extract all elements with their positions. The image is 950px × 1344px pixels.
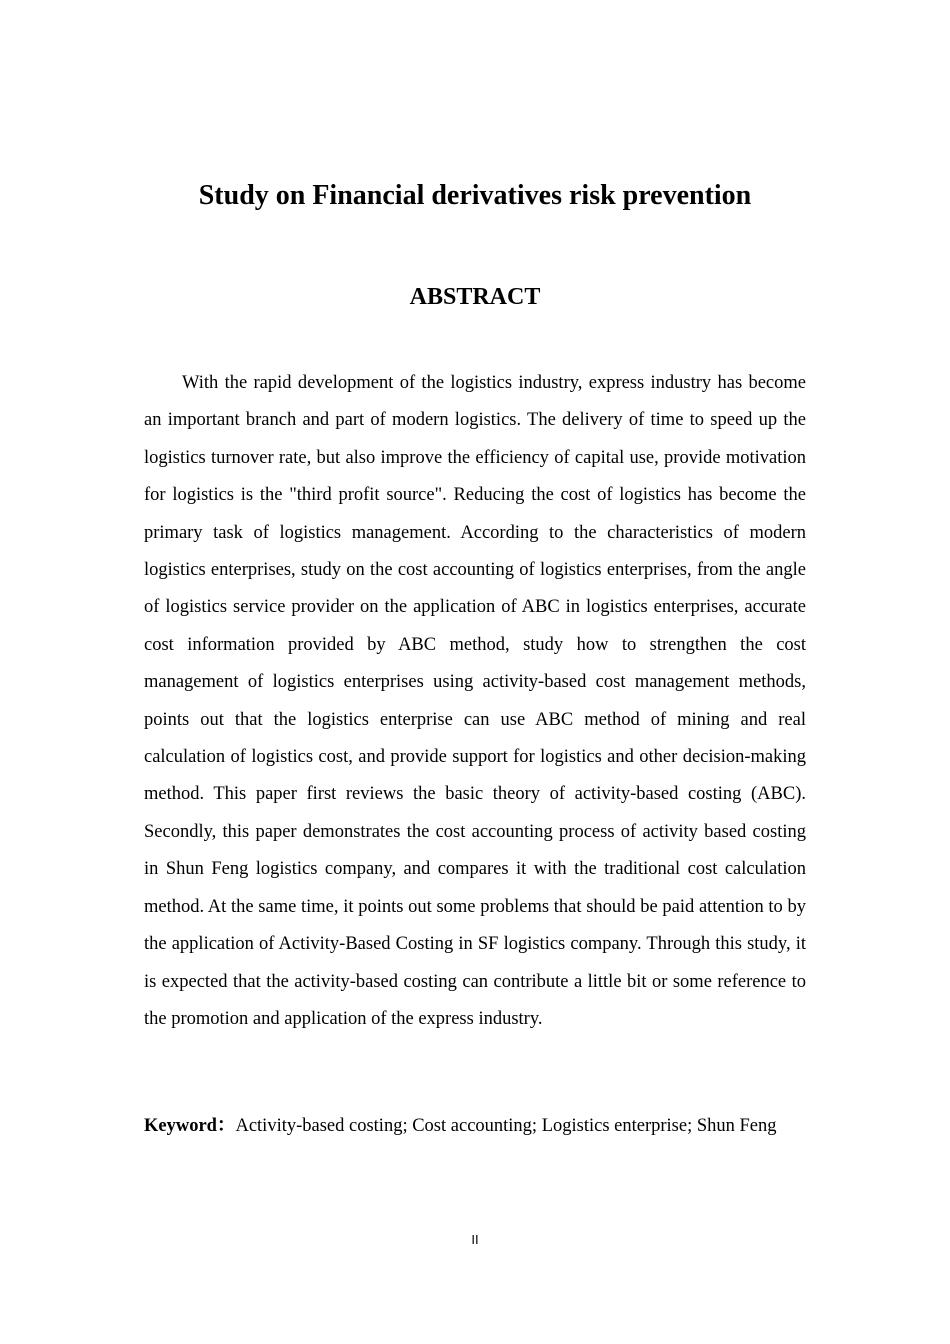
page-number: II [471, 1232, 479, 1247]
paper-title: Study on Financial derivatives risk prevention [198, 180, 752, 211]
abstract-heading: ABSTRACT [409, 284, 541, 310]
keywords-label: Keyword： [144, 1116, 236, 1136]
abstract-body: With the rapid development of the logistics industry, express industry has become an important branch and part of modern logistics. The delivery of time to speed up the logistics turnover rate, but also improve the efficiency of capital use, provide motivation for logistics is the "third profit source". Reducing the cost of logistics has become the primary task of logistics management. According to the characteristics of modern logistics enterprises, study on the cost accounting of logistics enterprises, from the angle of logistics service provider on the application of ABC in logistics enterprises, accurate cost information provided by ABC method, study how to strengthen the cost management of logistics enterprises using activity-based cost management methods, points out that the logistics enterprise can use ABC method of mining and real calculation of logistics cost, and provide support for logistics and other decision-making method. This paper first reviews the basic theory of activity-based costing (ABC). Secondly, this paper demonstrates the cost accounting process of activity based costing in Shun Feng logistics company, and compares it with the traditional cost calculation method. At the same time, it points out some problems that should be paid attention to by the application of Activity-Based Costing in SF logistics company. Through this study, it is expected that the activity-based costing can contribute a little bit or some reference to the promotion and application of the express industry. [144, 373, 806, 1029]
keywords-value: Activity-based costing; Cost accounting; Logistics enterprise; Shun Feng [235, 1116, 777, 1136]
keywords-line [144, 1108, 844, 1145]
